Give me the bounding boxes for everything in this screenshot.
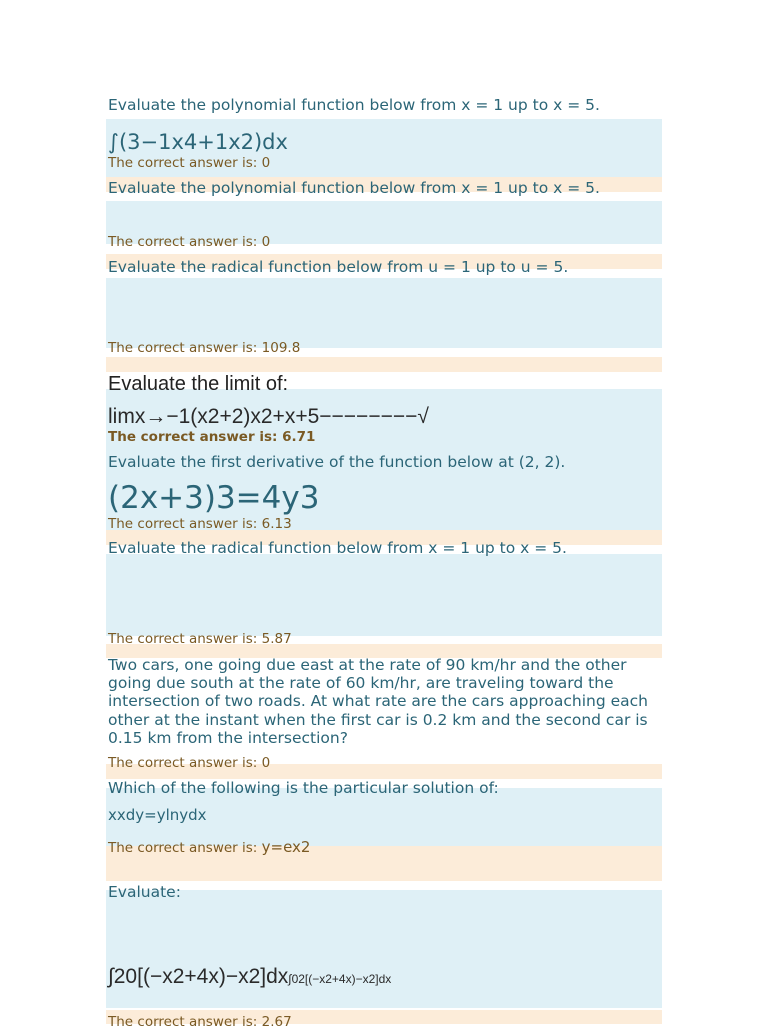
- answer-value: y=ex2: [261, 838, 311, 856]
- formula: (2x+3)3=4y3: [108, 480, 320, 516]
- question-box: [106, 890, 662, 1008]
- question-text: Evaluate the first derivative of the function below at (2, 2).: [108, 453, 566, 471]
- formula: ∫(3−1x4+1x2)dx: [108, 130, 288, 154]
- answer-text: The correct answer is: 0: [108, 155, 271, 171]
- question-text: Evaluate the radical function below from x = 1 up to x = 5.: [108, 539, 567, 557]
- formula: [108, 965, 391, 989]
- formula-alt: ∫02[(−x2+4x)−x2]dx: [288, 972, 392, 986]
- answer-text: The correct answer is: 5.87: [108, 631, 292, 647]
- question-text: Evaluate the limit of:: [108, 373, 289, 395]
- question-text: Two cars, one going due east at the rate of 90 km/hr and the other going due south at the rate of 60 km/hr, are traveling toward the intersection of two roads. At what rate are the cars approaching each other at the instant when the first car is 0.2 km and the second car is 0.15 km from the intersection?: [108, 656, 648, 747]
- formula-main: ∫20[(−x2+4x)−x2]dx: [108, 965, 289, 988]
- answer-text: The correct answer is: 0: [108, 234, 271, 250]
- question-box: [106, 278, 662, 348]
- formula: limx→−1(x2+2)x2+x+5−−−−−−−−√: [108, 405, 429, 428]
- answer-text: The correct answer is: 0: [108, 755, 271, 771]
- answer-prefix: The correct answer is:: [108, 840, 262, 856]
- question-text: Evaluate the polynomial function below from x = 1 up to x = 5.: [108, 96, 600, 114]
- formula: xxdy=ylnydx: [108, 806, 207, 824]
- question-text: Evaluate the polynomial function below from x = 1 up to x = 5.: [108, 179, 600, 197]
- answer-text: The correct answer is: 109.8: [108, 340, 301, 356]
- question-text: Evaluate the radical function below from u = 1 up to u = 5.: [108, 258, 569, 276]
- question-box: [106, 554, 662, 636]
- question-text: Which of the following is the particular solution of:: [108, 779, 499, 797]
- answer-strip: [106, 357, 662, 372]
- answer-text: The correct answer is: 6.13: [108, 516, 292, 532]
- answer-text: [108, 838, 310, 856]
- answer-text: The correct answer is: 6.71: [108, 429, 316, 445]
- question-text: Evaluate:: [108, 883, 181, 901]
- answer-text: The correct answer is: 2.67: [108, 1014, 292, 1030]
